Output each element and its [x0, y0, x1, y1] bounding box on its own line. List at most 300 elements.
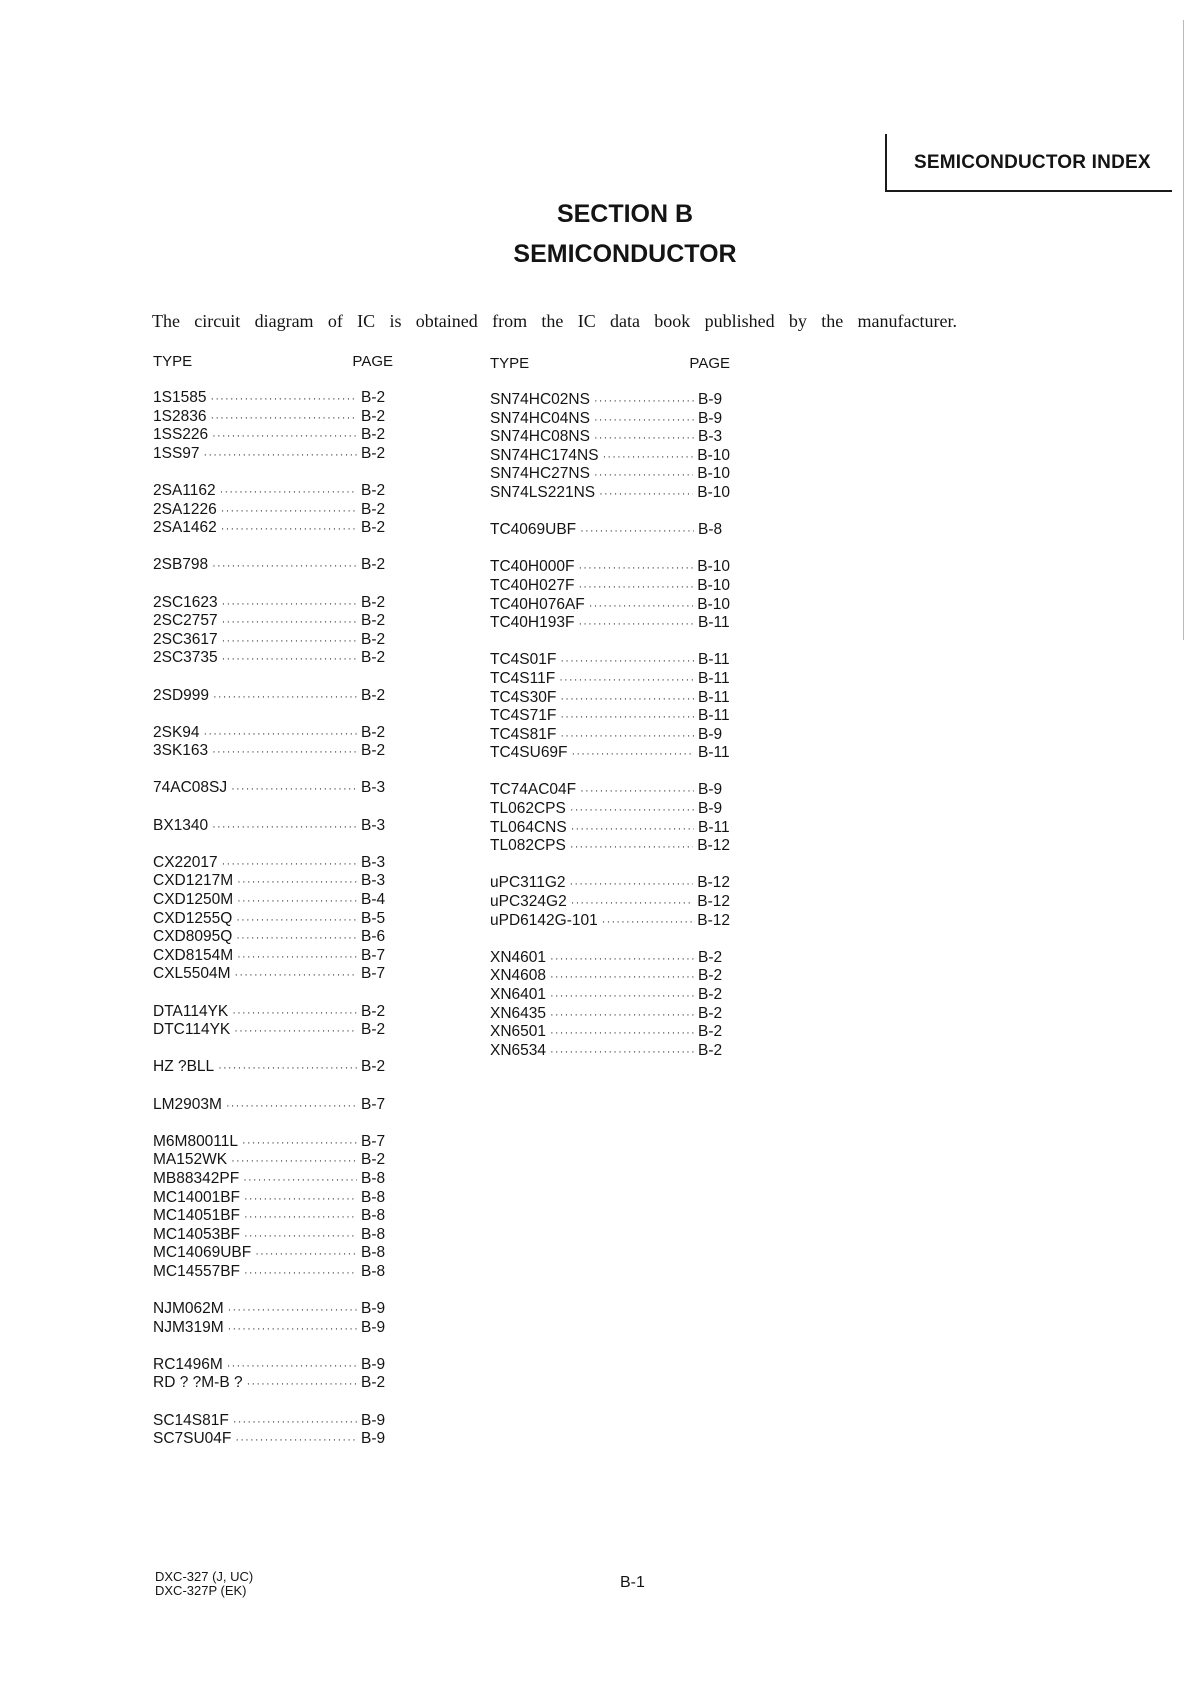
- entry-page: B-2: [361, 593, 386, 611]
- index-entry: [153, 1207, 393, 1226]
- leader-dots: [204, 446, 357, 465]
- leader-dots: [221, 502, 357, 521]
- index-column-right: [490, 355, 730, 1079]
- leader-dots: [594, 466, 693, 485]
- entry-page: B-2: [361, 556, 386, 574]
- entry-page: B-11: [698, 651, 730, 669]
- entry-page: B-3: [698, 428, 723, 446]
- index-group: [153, 817, 393, 836]
- index-entry: [153, 482, 393, 501]
- index-group: [153, 482, 393, 538]
- entry-page: B-5: [361, 909, 386, 927]
- entry-type: TC40H027F: [490, 576, 575, 594]
- index-entry: [490, 781, 730, 800]
- leader-dots: [235, 1431, 357, 1450]
- index-entry: [490, 410, 730, 429]
- footer-model: [155, 1570, 253, 1598]
- entry-type: HZ ?BLL: [153, 1058, 215, 1076]
- entry-page: B-2: [361, 407, 386, 425]
- entry-page: B-2: [361, 742, 386, 760]
- entry-page: B-2: [698, 986, 723, 1003]
- leader-dots: [247, 1375, 357, 1394]
- entry-page: B-11: [698, 688, 730, 706]
- leader-dots: [570, 801, 694, 820]
- leader-dots: [602, 913, 694, 932]
- index-entry: [153, 1244, 393, 1263]
- leader-dots: [232, 1004, 357, 1023]
- entry-type: NJM062M: [153, 1300, 224, 1318]
- leader-dots: [255, 1245, 357, 1264]
- entry-page: B-7: [361, 1095, 386, 1113]
- index-entry: [153, 1300, 393, 1319]
- leader-dots: [570, 875, 694, 894]
- entry-page: B-8: [361, 1262, 386, 1280]
- page-header: PAGE: [352, 353, 393, 370]
- index-entry: [490, 614, 730, 633]
- leader-dots: [571, 894, 694, 913]
- entry-type: uPD6142G-101: [490, 911, 598, 929]
- index-entry: [490, 651, 730, 670]
- index-entry: [153, 1021, 393, 1040]
- index-entry: [153, 1151, 393, 1170]
- index-entry: [153, 687, 393, 706]
- index-entry: [490, 484, 730, 503]
- section-index-label: SEMICONDUCTOR INDEX: [914, 152, 1151, 173]
- index-entry: [490, 521, 730, 540]
- index-entry: [490, 577, 730, 596]
- entry-type: MC14557BF: [153, 1262, 241, 1280]
- entry-page: B-3: [361, 872, 386, 890]
- entry-type: TC4069UBF: [490, 521, 577, 539]
- entry-page: B-2: [361, 1002, 386, 1020]
- entry-page: B-2: [361, 1374, 386, 1392]
- index-entry: [153, 779, 393, 798]
- leader-dots: [233, 1413, 357, 1432]
- entry-page: B-9: [698, 409, 723, 427]
- footer-model-line1: DXC-327 (J, UC): [155, 1569, 254, 1584]
- entry-type: TC4S01F: [490, 651, 557, 669]
- entry-type: TC4S81F: [490, 725, 557, 743]
- leader-dots: [204, 725, 357, 744]
- index-entry: [153, 1374, 393, 1393]
- leader-dots: [580, 782, 694, 801]
- footer-model-line2: DXC-327P (EK): [155, 1583, 247, 1598]
- leader-dots: [237, 873, 357, 892]
- entry-type: TC4S30F: [490, 688, 557, 706]
- index-entry: [490, 819, 730, 838]
- entry-type: NJM319M: [153, 1318, 224, 1336]
- index-entry: [153, 408, 393, 427]
- entry-page: B-8: [361, 1244, 386, 1262]
- entry-page: B-12: [697, 874, 730, 892]
- index-group: [490, 651, 730, 763]
- intro-paragraph: The circuit diagram of IC is obtained from the IC data book published by the manufacturer.: [152, 311, 957, 331]
- leader-dots: [213, 688, 357, 707]
- index-entry: [153, 1003, 393, 1022]
- entry-type: uPC311G2: [490, 874, 566, 892]
- entry-page: B-2: [361, 481, 386, 499]
- entry-type: RC1496M: [153, 1355, 223, 1373]
- leader-dots: [560, 727, 694, 746]
- index-entry: [490, 744, 730, 763]
- index-group: [153, 1133, 393, 1282]
- entry-type: SC14S81F: [153, 1411, 229, 1429]
- entry-type: MC14053BF: [153, 1225, 241, 1243]
- entry-type: TL062CPS: [490, 800, 566, 818]
- leader-dots: [218, 1059, 357, 1078]
- footer-page-number: B-1: [620, 1574, 645, 1591]
- index-group: [490, 781, 730, 855]
- leader-dots: [599, 485, 693, 504]
- index-entry: [490, 1042, 730, 1061]
- entry-type: RD ? ?M-B ?: [153, 1374, 243, 1392]
- entry-type: MB88342PF: [153, 1169, 240, 1187]
- entry-type: LM2903M: [153, 1095, 222, 1113]
- leader-dots: [228, 1301, 357, 1320]
- entry-type: TC40H193F: [490, 614, 575, 632]
- entry-type: SN74HC27NS: [490, 465, 590, 483]
- leader-dots: [212, 818, 357, 837]
- type-header: TYPE: [490, 355, 530, 372]
- index-entry: [153, 1226, 393, 1245]
- index-entry: [153, 426, 393, 445]
- section-subject: SEMICONDUCTOR: [513, 240, 737, 268]
- entry-page: B-2: [361, 723, 386, 741]
- entry-type: SN74HC08NS: [490, 428, 590, 446]
- index-list-right: [490, 391, 730, 1060]
- entry-page: B-2: [698, 967, 723, 985]
- leader-dots: [212, 427, 357, 446]
- index-entry: [490, 949, 730, 968]
- entry-type: uPC324G2: [490, 893, 567, 911]
- entry-type: 74AC08SJ: [153, 779, 228, 797]
- index-entry: [153, 742, 393, 761]
- index-group: [153, 687, 393, 706]
- leader-dots: [550, 1006, 694, 1025]
- entry-page: B-2: [698, 1023, 723, 1041]
- index-entry: [490, 912, 730, 931]
- leader-dots: [594, 429, 694, 448]
- entry-page: B-2: [361, 686, 386, 704]
- index-entry: [153, 612, 393, 631]
- index-group: [490, 874, 730, 930]
- entry-type: XN6501: [490, 1023, 547, 1041]
- entry-type: MC14001BF: [153, 1188, 241, 1206]
- entry-type: 1S2836: [153, 407, 207, 425]
- index-entry: [153, 872, 393, 891]
- index-group: [153, 1003, 393, 1040]
- index-entry: [153, 501, 393, 520]
- leader-dots: [603, 448, 694, 467]
- leader-dots: [231, 780, 357, 799]
- entry-type: BX1340: [153, 816, 209, 834]
- leader-dots: [244, 1208, 357, 1227]
- entry-page: B-10: [697, 446, 730, 464]
- entry-type: TC4S11F: [490, 669, 556, 687]
- leader-dots: [244, 1227, 357, 1246]
- index-group: [153, 556, 393, 575]
- index-entry: [153, 724, 393, 743]
- index-entry: [490, 726, 730, 745]
- entry-page: B-9: [698, 800, 723, 818]
- entry-page: B-8: [361, 1169, 386, 1187]
- index-entry: [490, 596, 730, 615]
- entry-type: XN4601: [490, 948, 547, 966]
- entry-type: XN6401: [490, 986, 547, 1003]
- entry-type: MC14069UBF: [153, 1244, 252, 1262]
- leader-dots: [234, 1022, 357, 1041]
- leader-dots: [578, 615, 694, 634]
- index-group: [153, 389, 393, 463]
- index-entry: [490, 837, 730, 856]
- entry-page: B-11: [698, 818, 730, 836]
- leader-dots: [589, 597, 693, 616]
- index-entry: [490, 707, 730, 726]
- entry-type: DTC114YK: [153, 1021, 231, 1039]
- index-entry: [153, 389, 393, 408]
- leader-dots: [212, 743, 357, 762]
- index-group: [153, 1096, 393, 1115]
- entry-type: 2SC3617: [153, 630, 218, 648]
- entry-page: B-2: [361, 649, 386, 667]
- entry-type: CXD1217M: [153, 872, 234, 890]
- index-entry: [153, 594, 393, 613]
- entry-type: CXD1255Q: [153, 909, 233, 927]
- leader-dots: [237, 948, 357, 967]
- index-entry: [490, 986, 730, 1005]
- index-entry: [490, 670, 730, 689]
- leader-dots: [572, 745, 694, 764]
- entry-type: 2SC1623: [153, 593, 218, 611]
- leader-dots: [244, 1190, 357, 1209]
- leader-dots: [221, 520, 357, 539]
- index-entry: [490, 391, 730, 410]
- entry-type: MC14051BF: [153, 1207, 241, 1225]
- index-entry: [153, 1189, 393, 1208]
- entry-type: SN74HC02NS: [490, 391, 590, 408]
- entry-page: B-2: [361, 612, 386, 630]
- entry-page: B-11: [698, 614, 730, 632]
- index-group: [153, 1058, 393, 1077]
- leader-dots: [222, 650, 357, 669]
- leader-dots: [242, 1134, 357, 1153]
- entry-page: B-10: [697, 558, 730, 576]
- entry-page: B-2: [698, 948, 723, 966]
- index-entry: [153, 1430, 393, 1449]
- entry-type: 2SB798: [153, 556, 209, 574]
- index-entry: [490, 1005, 730, 1024]
- entry-type: 3SK163: [153, 742, 209, 760]
- entry-type: CXL5504M: [153, 965, 231, 983]
- entry-page: B-9: [698, 781, 723, 799]
- entry-type: TL064CNS: [490, 818, 567, 836]
- entry-page: B-9: [698, 391, 723, 408]
- leader-dots: [550, 1043, 694, 1062]
- entry-type: 2SA1462: [153, 519, 217, 537]
- leader-dots: [570, 838, 693, 857]
- index-entry: [153, 928, 393, 947]
- index-entry: [490, 1023, 730, 1042]
- entry-type: 2SC3735: [153, 649, 218, 667]
- entry-page: B-2: [698, 1004, 723, 1022]
- index-entry: [490, 967, 730, 986]
- entry-page: B-2: [361, 1151, 386, 1169]
- leader-dots: [578, 559, 693, 578]
- entry-type: SN74HC174NS: [490, 446, 599, 464]
- entry-type: SN74HC04NS: [490, 409, 590, 427]
- entry-type: 1SS226: [153, 426, 209, 444]
- entry-page: B-12: [697, 911, 730, 929]
- entry-page: B-2: [361, 426, 386, 444]
- entry-page: B-8: [361, 1225, 386, 1243]
- entry-page: B-2: [698, 1041, 723, 1059]
- index-entry: [153, 556, 393, 575]
- column-header: [490, 355, 730, 391]
- index-entry: [153, 947, 393, 966]
- entry-page: B-9: [361, 1411, 386, 1429]
- entry-page: B-10: [697, 576, 730, 594]
- index-entry: [490, 465, 730, 484]
- entry-type: 2SD999: [153, 686, 210, 704]
- leader-dots: [237, 892, 357, 911]
- index-column-left: [153, 353, 393, 1467]
- entry-page: B-6: [361, 928, 386, 946]
- leader-dots: [210, 390, 357, 409]
- index-entry: [490, 800, 730, 819]
- entry-page: B-12: [697, 893, 730, 911]
- entry-page: B-9: [698, 725, 723, 743]
- leader-dots: [212, 557, 357, 576]
- index-entry: [490, 689, 730, 708]
- entry-type: CX22017: [153, 853, 218, 871]
- index-group: [490, 949, 730, 1061]
- index-group: [153, 1412, 393, 1449]
- entry-page: B-9: [361, 1318, 386, 1336]
- index-entry: [153, 854, 393, 873]
- leader-dots: [231, 1152, 357, 1171]
- leader-dots: [227, 1357, 357, 1376]
- entry-page: B-11: [698, 707, 730, 725]
- entry-page: B-2: [361, 500, 386, 518]
- entry-type: TC4S71F: [490, 707, 557, 725]
- entry-type: XN6534: [490, 1041, 547, 1059]
- leader-dots: [236, 911, 357, 930]
- leader-dots: [228, 1320, 357, 1339]
- entry-type: TL082CPS: [490, 837, 566, 855]
- entry-page: B-9: [361, 1300, 386, 1318]
- index-group: [153, 1356, 393, 1393]
- index-group: [490, 391, 730, 503]
- entry-type: M6M80011L: [153, 1132, 239, 1150]
- entry-type: 2SA1226: [153, 500, 217, 518]
- entry-type: SC7SU04F: [153, 1430, 232, 1448]
- index-entry: [153, 965, 393, 984]
- leader-dots: [550, 968, 694, 987]
- index-entry: [153, 1170, 393, 1189]
- leader-dots: [560, 690, 694, 709]
- entry-type: TC40H000F: [490, 558, 575, 576]
- column-header: [153, 353, 393, 389]
- index-group: [490, 521, 730, 540]
- entry-page: B-7: [361, 965, 386, 983]
- index-group: [153, 1300, 393, 1337]
- entry-page: B-7: [361, 946, 386, 964]
- leader-dots: [550, 950, 694, 969]
- index-group: [490, 558, 730, 632]
- leader-dots: [243, 1171, 357, 1190]
- entry-page: B-7: [361, 1132, 386, 1150]
- index-entry: [153, 649, 393, 668]
- entry-page: B-4: [361, 891, 386, 909]
- entry-page: B-2: [361, 519, 386, 537]
- entry-page: B-10: [697, 595, 730, 613]
- index-entry: [153, 891, 393, 910]
- entry-type: 2SC2757: [153, 612, 218, 630]
- index-entry: [153, 1263, 393, 1282]
- entry-type: 1SS97: [153, 444, 200, 462]
- entry-page: B-2: [361, 1058, 386, 1076]
- page-header: PAGE: [689, 355, 730, 372]
- index-entry: [153, 445, 393, 464]
- entry-page: B-12: [697, 837, 730, 855]
- leader-dots: [580, 522, 694, 541]
- leader-dots: [222, 595, 357, 614]
- leader-dots: [594, 392, 694, 411]
- entry-type: CXD1250M: [153, 891, 234, 909]
- entry-page: B-9: [361, 1355, 386, 1373]
- entry-page: B-2: [361, 1021, 386, 1039]
- entry-type: 2SA1162: [153, 481, 216, 499]
- page-edge-line: [1183, 20, 1184, 640]
- index-entry: [490, 893, 730, 912]
- index-entry: [153, 1096, 393, 1115]
- leader-dots: [222, 613, 357, 632]
- entry-page: B-9: [361, 1430, 386, 1448]
- entry-type: XN6435: [490, 1004, 547, 1022]
- entry-page: B-3: [361, 853, 386, 871]
- type-header: TYPE: [153, 353, 193, 370]
- leader-dots: [550, 1024, 694, 1043]
- index-entry: [153, 910, 393, 929]
- index-entry: [490, 874, 730, 893]
- entry-page: B-8: [361, 1207, 386, 1225]
- entry-page: B-10: [697, 465, 730, 483]
- index-group: [153, 854, 393, 984]
- leader-dots: [222, 632, 357, 651]
- index-entry: [490, 558, 730, 577]
- leader-dots: [235, 966, 357, 985]
- entry-type: TC40H076AF: [490, 595, 585, 613]
- index-entry: [153, 1412, 393, 1431]
- leader-dots: [560, 652, 694, 671]
- entry-page: B-3: [361, 816, 386, 834]
- entry-type: CXD8154M: [153, 946, 234, 964]
- leader-dots: [222, 855, 357, 874]
- index-entry: [153, 519, 393, 538]
- entry-page: B-11: [698, 669, 730, 687]
- index-entry: [153, 1133, 393, 1152]
- leader-dots: [560, 708, 694, 727]
- section-title: SECTION B: [556, 200, 694, 228]
- leader-dots: [226, 1097, 357, 1116]
- entry-type: MA152WK: [153, 1151, 228, 1169]
- index-entry: [490, 428, 730, 447]
- leader-dots: [210, 409, 357, 428]
- entry-type: DTA114YK: [153, 1002, 229, 1020]
- index-group: [153, 724, 393, 761]
- entry-page: B-2: [361, 389, 386, 406]
- leader-dots: [236, 929, 357, 948]
